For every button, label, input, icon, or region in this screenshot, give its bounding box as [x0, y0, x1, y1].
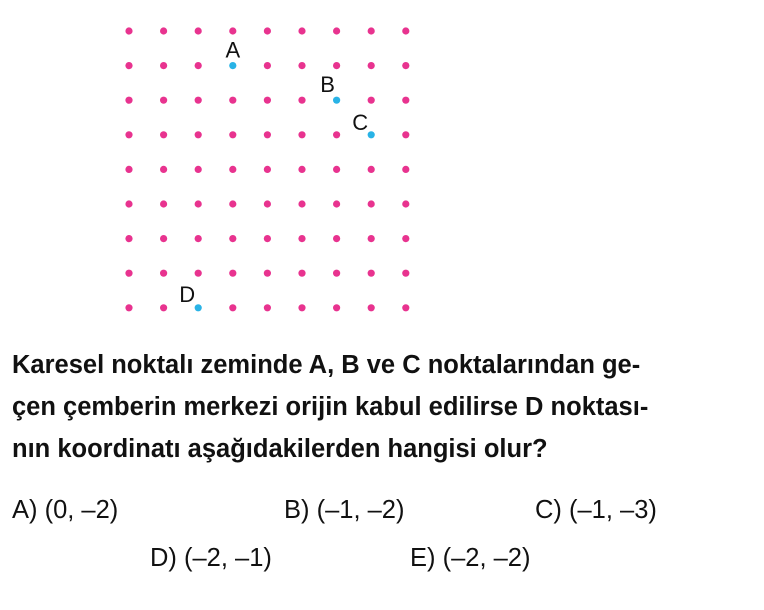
grid-dot: [125, 131, 132, 138]
grid-dot: [402, 166, 409, 173]
point-a-dot: [229, 62, 236, 69]
option-d[interactable]: D) (–2, –1): [150, 544, 272, 572]
option-e[interactable]: E) (–2, –2): [410, 544, 531, 572]
grid-dot: [160, 166, 167, 173]
grid-dot: [264, 62, 271, 69]
grid-dot: [195, 200, 202, 207]
grid-dot: [368, 304, 375, 311]
grid-dot: [195, 27, 202, 34]
point-d-dot: [195, 304, 202, 311]
grid-dot: [125, 235, 132, 242]
grid-dot: [333, 304, 340, 311]
grid-dot: [368, 166, 375, 173]
grid-dot: [402, 200, 409, 207]
grid-dot: [402, 270, 409, 277]
grid-dot: [125, 304, 132, 311]
grid-dot: [333, 62, 340, 69]
grid-dot: [125, 27, 132, 34]
grid-dot: [195, 97, 202, 104]
grid-dot: [160, 270, 167, 277]
question-line-2: çen çemberin merkezi orijin kabul edilirse D noktası-: [12, 393, 649, 421]
grid-dot: [298, 97, 305, 104]
grid-dot: [125, 166, 132, 173]
grid-dot: [264, 27, 271, 34]
grid-dot: [333, 166, 340, 173]
grid-dot: [402, 62, 409, 69]
question-line-1: Karesel noktalı zeminde A, B ve C noktalarından ge-: [12, 351, 641, 379]
point-c-dot: [368, 131, 375, 138]
grid-dot: [264, 270, 271, 277]
grid-dot: [229, 200, 236, 207]
option-b[interactable]: B) (–1, –2): [284, 496, 405, 524]
grid-dot: [195, 166, 202, 173]
grid-dot: [229, 97, 236, 104]
grid-dot: [160, 200, 167, 207]
grid-dot: [229, 27, 236, 34]
grid-dot: [333, 27, 340, 34]
grid-dot: [333, 131, 340, 138]
grid-dot: [229, 304, 236, 311]
grid-dot: [333, 235, 340, 242]
grid-dot: [368, 235, 375, 242]
grid-dot: [160, 97, 167, 104]
point-d-label: D: [179, 281, 196, 307]
point-c-label: C: [352, 109, 369, 135]
grid-dot: [195, 270, 202, 277]
grid-dot: [125, 200, 132, 207]
grid-dot: [264, 235, 271, 242]
grid-dot: [195, 235, 202, 242]
grid-dot: [160, 131, 167, 138]
grid-dot: [229, 166, 236, 173]
grid-dot: [125, 97, 132, 104]
grid-dot: [298, 235, 305, 242]
grid-dot: [229, 235, 236, 242]
grid-dot: [195, 131, 202, 138]
point-b-label: B: [320, 72, 335, 98]
grid-dot: [160, 27, 167, 34]
grid-dot: [402, 27, 409, 34]
grid-dot: [333, 200, 340, 207]
grid-dot: [298, 131, 305, 138]
point-a-label: A: [225, 37, 241, 63]
grid-dot: [368, 200, 375, 207]
grid-dot: [264, 97, 271, 104]
grid-dot: [368, 97, 375, 104]
option-c[interactable]: C) (–1, –3): [535, 496, 657, 524]
question-line-3: nın koordinatı aşağıdakilerden hangisi olur?: [12, 435, 548, 463]
option-a[interactable]: A) (0, –2): [12, 496, 119, 524]
grid-dot: [229, 270, 236, 277]
grid-dot: [333, 270, 340, 277]
grid-dot: [195, 62, 202, 69]
grid-dot: [402, 131, 409, 138]
grid-dot: [402, 235, 409, 242]
grid-dot: [368, 62, 375, 69]
grid-dot: [264, 200, 271, 207]
grid-dot: [264, 304, 271, 311]
grid-dot: [298, 166, 305, 173]
grid-dot: [160, 304, 167, 311]
grid-dot: [160, 62, 167, 69]
grid-dot: [298, 200, 305, 207]
grid-dot: [298, 27, 305, 34]
grid-dot: [368, 27, 375, 34]
grid-dot: [264, 166, 271, 173]
grid-dot: [298, 304, 305, 311]
point-b-dot: [333, 97, 340, 104]
question-text: [12, 344, 754, 470]
grid-dot: [402, 304, 409, 311]
grid-dot: [402, 97, 409, 104]
grid-dot: [368, 270, 375, 277]
grid-dot: [160, 235, 167, 242]
grid-dot: [298, 62, 305, 69]
grid-dot: [125, 62, 132, 69]
grid-dot: [264, 131, 271, 138]
grid-dot: [298, 270, 305, 277]
grid-dot: [229, 131, 236, 138]
grid-dot: [125, 270, 132, 277]
